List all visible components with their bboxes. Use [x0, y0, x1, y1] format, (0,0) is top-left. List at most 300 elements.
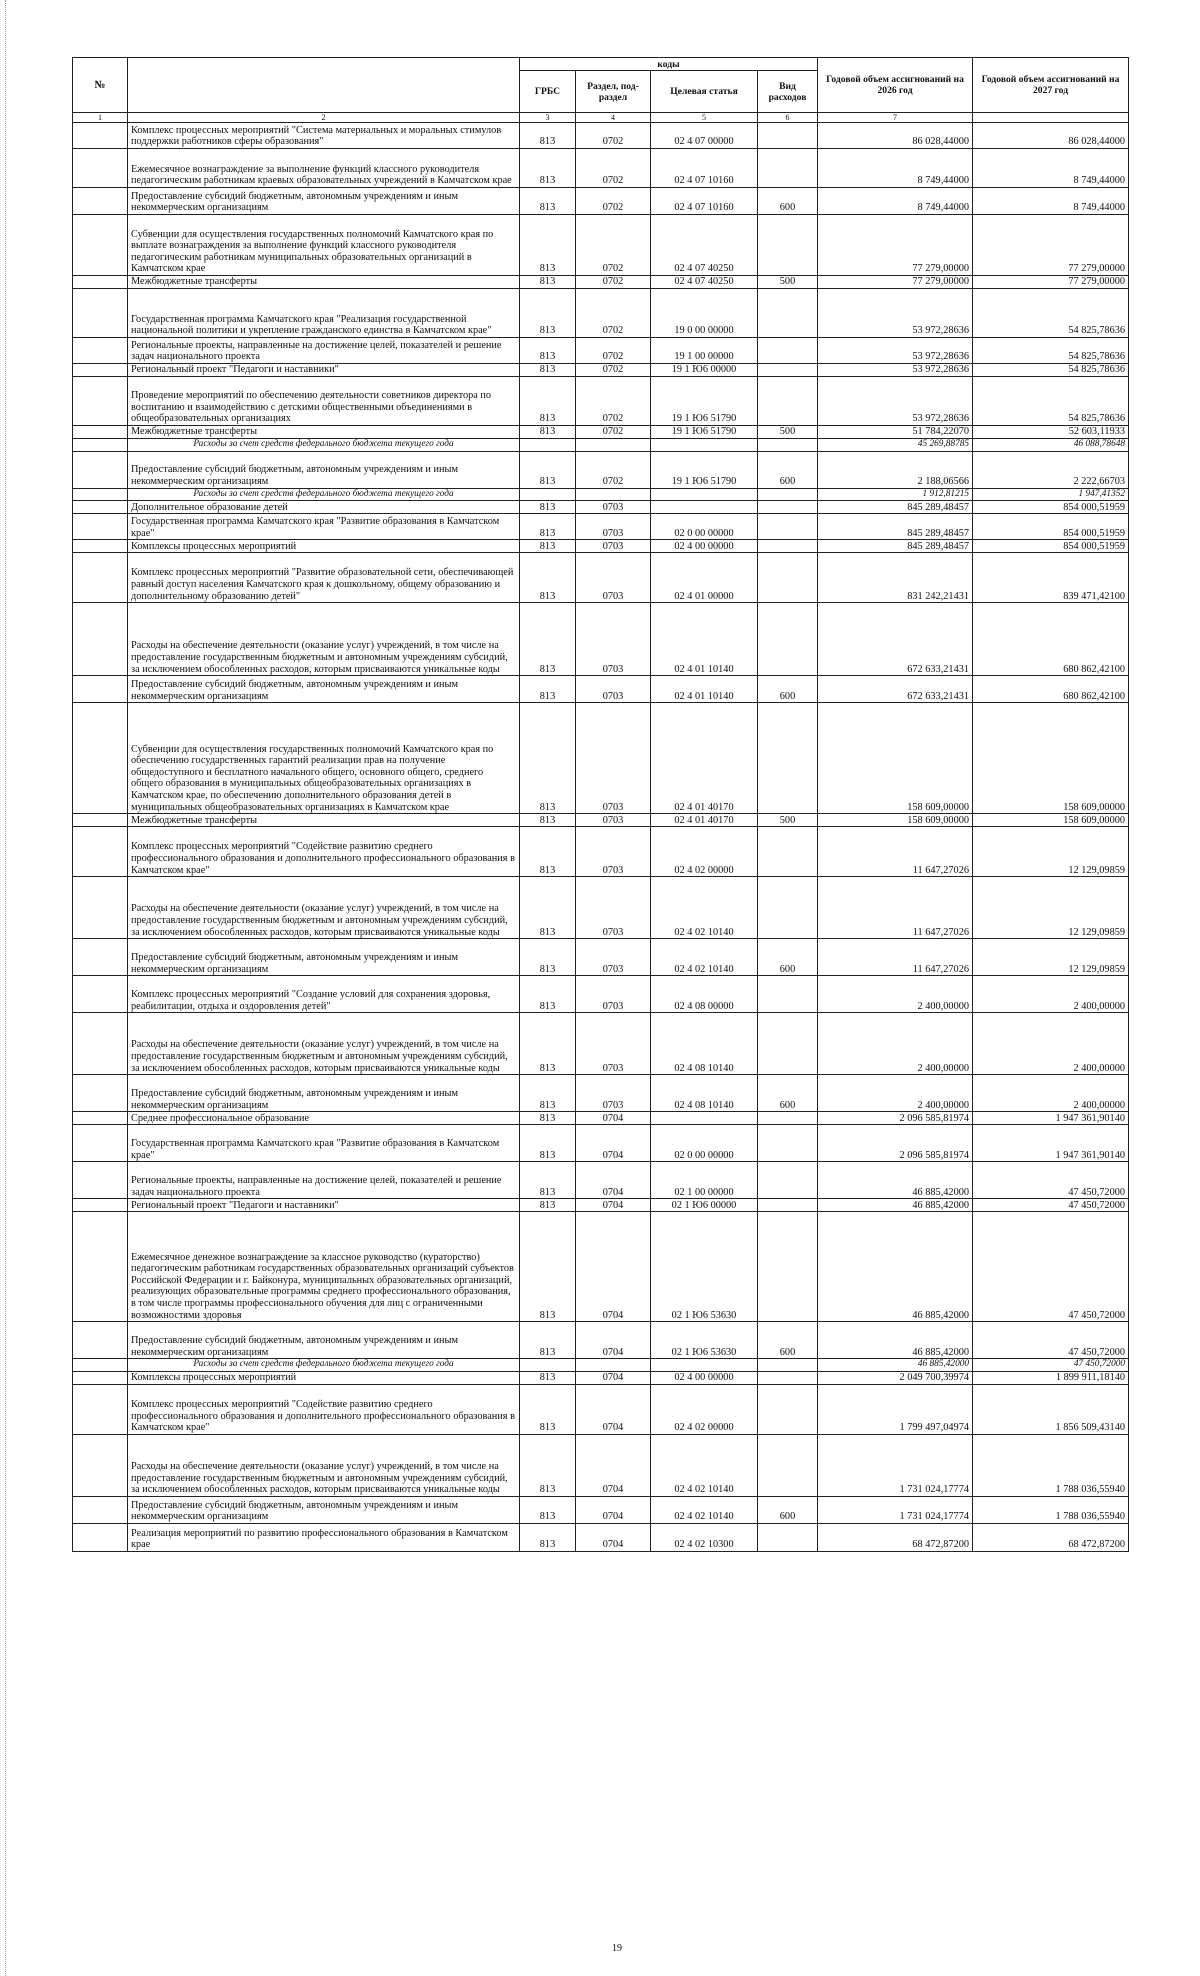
row-2027-cell: 1 788 036,55940: [973, 1496, 1129, 1523]
row-section-cell: 0702: [576, 276, 651, 289]
row-2026-cell: 53 972,28636: [818, 364, 973, 377]
row-kind-cell: 600: [758, 451, 818, 488]
row-grbs-cell: [520, 1359, 576, 1372]
row-target-cell: 02 4 02 10140: [651, 1434, 758, 1496]
row-target-cell: [651, 1359, 758, 1372]
row-2027-cell: 1 947 361,90140: [973, 1112, 1129, 1125]
row-kind-cell: [758, 1212, 818, 1322]
row-name-cell: Субвенции для осуществления государственных полномочий Камчатского края по обеспечению государственных гарантий реализации прав на получение общедоступного и бесплатного начального общего, основного общего, среднего общего образования в муниципальных общеобразовательных организациях в Камчатском крае, по обеспечению дополнительного образования детей в муниципальных общеобразовательных организациях в Камчатском крае: [128, 703, 520, 814]
row-grbs-cell: 813: [520, 540, 576, 553]
row-kind-cell: [758, 289, 818, 338]
table-row: [73, 1075, 1129, 1112]
table-row: [73, 553, 1129, 603]
row-name-cell: Межбюджетные трансферты: [128, 276, 520, 289]
row-grbs-cell: 813: [520, 1322, 576, 1359]
row-kind-cell: [758, 364, 818, 377]
row-number-cell: [73, 1199, 128, 1212]
row-grbs-cell: 813: [520, 276, 576, 289]
row-target-cell: 02 4 01 10140: [651, 603, 758, 676]
col-2027-header: Годовой объем ассигнований на 2027 год: [973, 58, 1129, 113]
row-kind-cell: [758, 149, 818, 188]
row-name-cell: Расходы на обеспечение деятельности (оказание услуг) учреждений, в том числе на предоставление государственным бюджетным и автономным учреждениям субсидий, за исключением обособленных расходов, которым присваиваются уникальные коды: [128, 877, 520, 939]
page-number: 19: [612, 1943, 622, 1954]
row-name-cell: Межбюджетные трансферты: [128, 426, 520, 439]
row-section-cell: 0702: [576, 426, 651, 439]
row-section-cell: 0702: [576, 149, 651, 188]
row-kind-cell: [758, 215, 818, 276]
row-target-cell: 02 4 08 00000: [651, 976, 758, 1013]
row-kind-cell: [758, 1013, 818, 1075]
codes-header: коды: [520, 58, 818, 71]
table-row: [73, 703, 1129, 814]
row-grbs-cell: 813: [520, 426, 576, 439]
row-section-cell: 0704: [576, 1523, 651, 1551]
row-target-cell: 02 4 07 10160: [651, 149, 758, 188]
row-kind-cell: [758, 1125, 818, 1162]
row-kind-cell: [758, 1199, 818, 1212]
row-name-cell: Расходы за счет средств федерального бюджета текущего года: [128, 439, 520, 452]
row-2026-cell: 2 400,00000: [818, 1013, 973, 1075]
row-number-cell: [73, 364, 128, 377]
row-number-cell: [73, 676, 128, 703]
row-target-cell: 02 1 Ю6 53630: [651, 1212, 758, 1322]
colnum: 4: [576, 113, 651, 123]
row-section-cell: 0704: [576, 1112, 651, 1125]
row-section-cell: 0703: [576, 939, 651, 976]
row-target-cell: 19 1 00 00000: [651, 338, 758, 364]
row-2027-cell: 54 825,78636: [973, 289, 1129, 338]
table-row: [73, 501, 1129, 514]
row-name-cell: Предоставление субсидий бюджетным, автономным учреждениям и иным некоммерческим организациям: [128, 939, 520, 976]
row-grbs-cell: 813: [520, 703, 576, 814]
table-row: [73, 1162, 1129, 1199]
row-grbs-cell: 813: [520, 1112, 576, 1125]
row-target-cell: 19 1 Ю6 00000: [651, 364, 758, 377]
row-2026-cell: 77 279,00000: [818, 215, 973, 276]
row-target-cell: 02 4 02 10300: [651, 1523, 758, 1551]
row-2026-cell: 158 609,00000: [818, 703, 973, 814]
row-number-cell: [73, 540, 128, 553]
row-number-cell: [73, 514, 128, 540]
table-row: [73, 1013, 1129, 1075]
colnum: [973, 113, 1129, 123]
row-2027-cell: 77 279,00000: [973, 276, 1129, 289]
row-2027-cell: 54 825,78636: [973, 338, 1129, 364]
row-2027-cell: 12 129,09859: [973, 939, 1129, 976]
row-2027-cell: 2 400,00000: [973, 1075, 1129, 1112]
row-number-cell: [73, 1125, 128, 1162]
row-2026-cell: 1 912,81215: [818, 488, 973, 501]
row-name-cell: Расходы на обеспечение деятельности (оказание услуг) учреждений, в том числе на предоставление государственным бюджетным и автономным учреждениям субсидий, за исключением обособленных расходов, которым присваиваются уникальные коды: [128, 603, 520, 676]
row-grbs-cell: 813: [520, 1434, 576, 1496]
row-2027-cell: 680 862,42100: [973, 603, 1129, 676]
row-name-cell: Комплекс процессных мероприятий "Система материальных и моральных стимулов поддержки работников сферы образования": [128, 123, 520, 149]
row-section-cell: 0703: [576, 703, 651, 814]
row-target-cell: 02 4 02 00000: [651, 1384, 758, 1434]
row-name-cell: Расходы на обеспечение деятельности (оказание услуг) учреждений, в том числе на предоставление государственным бюджетным и автономным учреждениям субсидий, за исключением обособленных расходов, которым присваиваются уникальные коды: [128, 1013, 520, 1075]
row-number-cell: [73, 289, 128, 338]
row-number-cell: [73, 814, 128, 827]
row-2026-cell: 158 609,00000: [818, 814, 973, 827]
row-grbs-cell: 813: [520, 939, 576, 976]
row-target-cell: 19 1 Ю6 51790: [651, 377, 758, 426]
row-2027-cell: 47 450,72000: [973, 1199, 1129, 1212]
row-section-cell: 0704: [576, 1496, 651, 1523]
row-kind-cell: 600: [758, 676, 818, 703]
row-kind-cell: [758, 827, 818, 877]
row-target-cell: 02 0 00 00000: [651, 1125, 758, 1162]
row-name-cell: Комплекс процессных мероприятий "Содействие развитию среднего профессионального образования и дополнительного профессионального образования в Камчатском крае": [128, 827, 520, 877]
colnum: 3: [520, 113, 576, 123]
row-number-cell: [73, 1496, 128, 1523]
row-2026-cell: 2 096 585,81974: [818, 1125, 973, 1162]
row-2026-cell: 46 885,42000: [818, 1322, 973, 1359]
row-section-cell: 0703: [576, 1013, 651, 1075]
table-row: [73, 215, 1129, 276]
row-kind-cell: 600: [758, 939, 818, 976]
row-grbs-cell: 813: [520, 1162, 576, 1199]
row-2027-cell: 1 899 911,18140: [973, 1371, 1129, 1384]
row-grbs-cell: 813: [520, 1496, 576, 1523]
row-kind-cell: [758, 488, 818, 501]
row-section-cell: 0702: [576, 377, 651, 426]
row-number-cell: [73, 1359, 128, 1372]
row-kind-cell: 600: [758, 1075, 818, 1112]
col-name-header: [128, 58, 520, 113]
row-2026-cell: 2 400,00000: [818, 976, 973, 1013]
row-target-cell: [651, 1112, 758, 1125]
table-row: [73, 540, 1129, 553]
table-row: [73, 289, 1129, 338]
table-row: [73, 488, 1129, 501]
row-section-cell: 0702: [576, 338, 651, 364]
row-2026-cell: 845 289,48457: [818, 501, 973, 514]
row-name-cell: Предоставление субсидий бюджетным, автономным учреждениям и иным некоммерческим организациям: [128, 451, 520, 488]
row-grbs-cell: 813: [520, 451, 576, 488]
row-2027-cell: 68 472,87200: [973, 1523, 1129, 1551]
row-2026-cell: 2 096 585,81974: [818, 1112, 973, 1125]
table-row: [73, 364, 1129, 377]
colnum: 7: [818, 113, 973, 123]
row-number-cell: [73, 1384, 128, 1434]
row-target-cell: [651, 488, 758, 501]
row-number-cell: [73, 338, 128, 364]
row-2027-cell: 8 749,44000: [973, 149, 1129, 188]
col-section-header: Раздел, под-раздел: [576, 71, 651, 113]
row-2027-cell: 854 000,51959: [973, 501, 1129, 514]
row-2027-cell: 680 862,42100: [973, 676, 1129, 703]
column-number-row: [73, 113, 1129, 123]
row-kind-cell: [758, 976, 818, 1013]
table-row: [73, 149, 1129, 188]
row-grbs-cell: 813: [520, 1013, 576, 1075]
row-kind-cell: [758, 1434, 818, 1496]
row-section-cell: 0703: [576, 603, 651, 676]
row-grbs-cell: 813: [520, 976, 576, 1013]
row-name-cell: Расходы за счет средств федерального бюджета текущего года: [128, 1359, 520, 1372]
row-number-cell: [73, 1112, 128, 1125]
row-2026-cell: 77 279,00000: [818, 276, 973, 289]
table-row: [73, 338, 1129, 364]
row-2027-cell: 854 000,51959: [973, 540, 1129, 553]
row-name-cell: Предоставление субсидий бюджетным, автономным учреждениям и иным некоммерческим организациям: [128, 1075, 520, 1112]
row-kind-cell: [758, 338, 818, 364]
row-kind-cell: [758, 877, 818, 939]
row-grbs-cell: 813: [520, 501, 576, 514]
row-target-cell: 02 4 07 40250: [651, 215, 758, 276]
row-number-cell: [73, 1322, 128, 1359]
row-target-cell: [651, 439, 758, 452]
row-grbs-cell: 813: [520, 149, 576, 188]
row-target-cell: 02 4 02 10140: [651, 1496, 758, 1523]
table-row: [73, 1523, 1129, 1551]
col-kind-header: Вид расходов: [758, 71, 818, 113]
row-section-cell: 0703: [576, 1075, 651, 1112]
row-section-cell: 0703: [576, 540, 651, 553]
row-name-cell: Комплекс процессных мероприятий "Содействие развитию среднего профессионального образования и дополнительного профессионального образования в Камчатском крае": [128, 1384, 520, 1434]
row-grbs-cell: 813: [520, 377, 576, 426]
row-name-cell: Предоставление субсидий бюджетным, автономным учреждениям и иным некоммерческим организациям: [128, 188, 520, 215]
row-2026-cell: 8 749,44000: [818, 188, 973, 215]
row-grbs-cell: 813: [520, 877, 576, 939]
row-2026-cell: 1 731 024,17774: [818, 1434, 973, 1496]
row-2026-cell: 53 972,28636: [818, 289, 973, 338]
table-row: [73, 827, 1129, 877]
row-name-cell: Региональные проекты, направленные на достижение целей, показателей и решение задач национального проекта: [128, 1162, 520, 1199]
table-row: [73, 1322, 1129, 1359]
row-2026-cell: 2 049 700,39974: [818, 1371, 973, 1384]
row-2027-cell: 839 471,42100: [973, 553, 1129, 603]
row-number-cell: [73, 976, 128, 1013]
row-name-cell: Государственная программа Камчатского края "Развитие образования в Камчатском крае": [128, 514, 520, 540]
table-row: [73, 814, 1129, 827]
row-target-cell: 19 1 Ю6 51790: [651, 426, 758, 439]
table-row: [73, 1496, 1129, 1523]
row-2027-cell: 12 129,09859: [973, 877, 1129, 939]
row-section-cell: 0702: [576, 123, 651, 149]
row-2026-cell: 845 289,48457: [818, 514, 973, 540]
row-kind-cell: [758, 1371, 818, 1384]
row-grbs-cell: 813: [520, 289, 576, 338]
table-row: [73, 1434, 1129, 1496]
row-grbs-cell: 813: [520, 1384, 576, 1434]
row-section-cell: 0704: [576, 1162, 651, 1199]
col-no-header: №: [73, 58, 128, 113]
table-row: [73, 123, 1129, 149]
col-2026-header: Годовой объем ассигнований на 2026 год: [818, 58, 973, 113]
row-kind-cell: [758, 1162, 818, 1199]
row-grbs-cell: [520, 488, 576, 501]
row-name-cell: Комплекс процессных мероприятий "Развитие образовательной сети, обеспечивающей равный доступ населения Камчатского края к дошкольному, общему образованию и дополнительному образованию детей": [128, 553, 520, 603]
row-name-cell: Региональный проект "Педагоги и наставники": [128, 1199, 520, 1212]
row-name-cell: Среднее профессиональное образование: [128, 1112, 520, 1125]
row-kind-cell: 600: [758, 1322, 818, 1359]
row-kind-cell: [758, 703, 818, 814]
row-2027-cell: 1 947 361,90140: [973, 1125, 1129, 1162]
row-2027-cell: 52 603,11933: [973, 426, 1129, 439]
row-2026-cell: 53 972,28636: [818, 338, 973, 364]
row-number-cell: [73, 939, 128, 976]
row-section-cell: 0704: [576, 1125, 651, 1162]
row-target-cell: 19 0 00 00000: [651, 289, 758, 338]
row-target-cell: 02 1 00 00000: [651, 1162, 758, 1199]
row-target-cell: 02 4 01 00000: [651, 553, 758, 603]
row-name-cell: Расходы на обеспечение деятельности (оказание услуг) учреждений, в том числе на предоставление государственным бюджетным и автономным учреждениям субсидий, за исключением обособленных расходов, которым присваиваются уникальные коды: [128, 1434, 520, 1496]
row-target-cell: 02 4 07 10160: [651, 188, 758, 215]
row-2026-cell: 2 188,06566: [818, 451, 973, 488]
row-name-cell: Реализация мероприятий по развитию профессионального образования в Камчатском крае: [128, 1523, 520, 1551]
table-body: [73, 123, 1129, 1552]
table-row: [73, 188, 1129, 215]
row-kind-cell: [758, 1112, 818, 1125]
row-number-cell: [73, 1371, 128, 1384]
row-name-cell: Комплексы процессных мероприятий: [128, 540, 520, 553]
row-2026-cell: 51 784,22070: [818, 426, 973, 439]
row-number-cell: [73, 703, 128, 814]
row-name-cell: Дополнительное образование детей: [128, 501, 520, 514]
row-target-cell: 02 4 02 00000: [651, 827, 758, 877]
row-2026-cell: 46 885,42000: [818, 1359, 973, 1372]
row-kind-cell: [758, 540, 818, 553]
row-number-cell: [73, 1212, 128, 1322]
row-number-cell: [73, 426, 128, 439]
table-row: [73, 1125, 1129, 1162]
row-number-cell: [73, 149, 128, 188]
row-target-cell: 02 4 02 10140: [651, 877, 758, 939]
colnum: 6: [758, 113, 818, 123]
row-name-cell: Проведение мероприятий по обеспечению деятельности советников директора по воспитанию и взаимодействию с детскими общественными объединениями в общеобразовательных организациях: [128, 377, 520, 426]
row-kind-cell: [758, 1384, 818, 1434]
row-kind-cell: [758, 553, 818, 603]
table-row: [73, 1212, 1129, 1322]
row-grbs-cell: 813: [520, 1523, 576, 1551]
table-row: [73, 1199, 1129, 1212]
row-section-cell: 0703: [576, 877, 651, 939]
row-2026-cell: 672 633,21431: [818, 676, 973, 703]
row-section-cell: [576, 488, 651, 501]
table-row: [73, 276, 1129, 289]
row-name-cell: Государственная программа Камчатского края "Реализация государственной национальной политики и укрепление гражданского единства в Камчатском крае": [128, 289, 520, 338]
row-section-cell: 0702: [576, 451, 651, 488]
row-grbs-cell: 813: [520, 1212, 576, 1322]
row-kind-cell: 500: [758, 814, 818, 827]
row-name-cell: Ежемесячное вознаграждение за выполнение функций классного руководителя педагогическим работникам краевых образовательных учреждений в Камчатском крае: [128, 149, 520, 188]
row-name-cell: Предоставление субсидий бюджетным, автономным учреждениям и иным некоммерческим организациям: [128, 1496, 520, 1523]
row-2027-cell: 2 400,00000: [973, 976, 1129, 1013]
row-section-cell: 0703: [576, 676, 651, 703]
colnum: 1: [73, 113, 128, 123]
row-name-cell: Межбюджетные трансферты: [128, 814, 520, 827]
row-2027-cell: 86 028,44000: [973, 123, 1129, 149]
row-target-cell: 02 4 00 00000: [651, 1371, 758, 1384]
row-2026-cell: 86 028,44000: [818, 123, 973, 149]
row-number-cell: [73, 1162, 128, 1199]
row-target-cell: 02 4 01 40170: [651, 814, 758, 827]
row-2027-cell: 47 450,72000: [973, 1162, 1129, 1199]
row-2026-cell: 53 972,28636: [818, 377, 973, 426]
row-2027-cell: 1 788 036,55940: [973, 1434, 1129, 1496]
row-2026-cell: 68 472,87200: [818, 1523, 973, 1551]
row-grbs-cell: 813: [520, 338, 576, 364]
row-2026-cell: 11 647,27026: [818, 939, 973, 976]
row-number-cell: [73, 877, 128, 939]
row-2027-cell: 12 129,09859: [973, 827, 1129, 877]
row-2026-cell: 2 400,00000: [818, 1075, 973, 1112]
row-2027-cell: 158 609,00000: [973, 814, 1129, 827]
row-grbs-cell: 813: [520, 1199, 576, 1212]
row-grbs-cell: 813: [520, 553, 576, 603]
row-kind-cell: 500: [758, 426, 818, 439]
row-kind-cell: [758, 1523, 818, 1551]
row-2027-cell: 2 400,00000: [973, 1013, 1129, 1075]
row-kind-cell: 600: [758, 188, 818, 215]
row-kind-cell: [758, 439, 818, 452]
row-section-cell: 0704: [576, 1384, 651, 1434]
table-row: [73, 676, 1129, 703]
row-number-cell: [73, 827, 128, 877]
row-name-cell: Государственная программа Камчатского края "Развитие образования в Камчатском крае": [128, 1125, 520, 1162]
row-section-cell: 0702: [576, 215, 651, 276]
row-2026-cell: 672 633,21431: [818, 603, 973, 676]
row-kind-cell: 600: [758, 1496, 818, 1523]
row-kind-cell: [758, 514, 818, 540]
row-section-cell: 0703: [576, 501, 651, 514]
row-grbs-cell: 813: [520, 215, 576, 276]
row-target-cell: 19 1 Ю6 51790: [651, 451, 758, 488]
row-2027-cell: 46 088,78648: [973, 439, 1129, 452]
row-section-cell: 0702: [576, 188, 651, 215]
row-number-cell: [73, 488, 128, 501]
row-2027-cell: 54 825,78636: [973, 377, 1129, 426]
row-section-cell: 0703: [576, 814, 651, 827]
table-row: [73, 603, 1129, 676]
row-2026-cell: 1 799 497,04974: [818, 1384, 973, 1434]
row-grbs-cell: 813: [520, 123, 576, 149]
row-section-cell: 0704: [576, 1199, 651, 1212]
row-number-cell: [73, 1434, 128, 1496]
table-row: [73, 377, 1129, 426]
row-target-cell: 02 0 00 00000: [651, 514, 758, 540]
row-number-cell: [73, 451, 128, 488]
row-target-cell: 02 4 01 40170: [651, 703, 758, 814]
row-number-cell: [73, 377, 128, 426]
row-2027-cell: 1 947,41352: [973, 488, 1129, 501]
row-2027-cell: 47 450,72000: [973, 1212, 1129, 1322]
row-2026-cell: 11 647,27026: [818, 827, 973, 877]
row-number-cell: [73, 553, 128, 603]
row-target-cell: 02 1 Ю6 00000: [651, 1199, 758, 1212]
row-kind-cell: [758, 123, 818, 149]
row-grbs-cell: 813: [520, 603, 576, 676]
row-2027-cell: 1 856 509,43140: [973, 1384, 1129, 1434]
colnum: 5: [651, 113, 758, 123]
row-grbs-cell: 813: [520, 827, 576, 877]
row-section-cell: [576, 1359, 651, 1372]
row-number-cell: [73, 123, 128, 149]
row-2027-cell: 854 000,51959: [973, 514, 1129, 540]
scan-edge: [5, 0, 6, 1976]
table-row: [73, 939, 1129, 976]
row-target-cell: 02 4 02 10140: [651, 939, 758, 976]
row-number-cell: [73, 501, 128, 514]
row-grbs-cell: 813: [520, 364, 576, 377]
row-section-cell: 0702: [576, 289, 651, 338]
row-number-cell: [73, 215, 128, 276]
table-row: [73, 1384, 1129, 1434]
row-grbs-cell: 813: [520, 814, 576, 827]
table-row: [73, 1359, 1129, 1372]
row-2026-cell: 11 647,27026: [818, 877, 973, 939]
